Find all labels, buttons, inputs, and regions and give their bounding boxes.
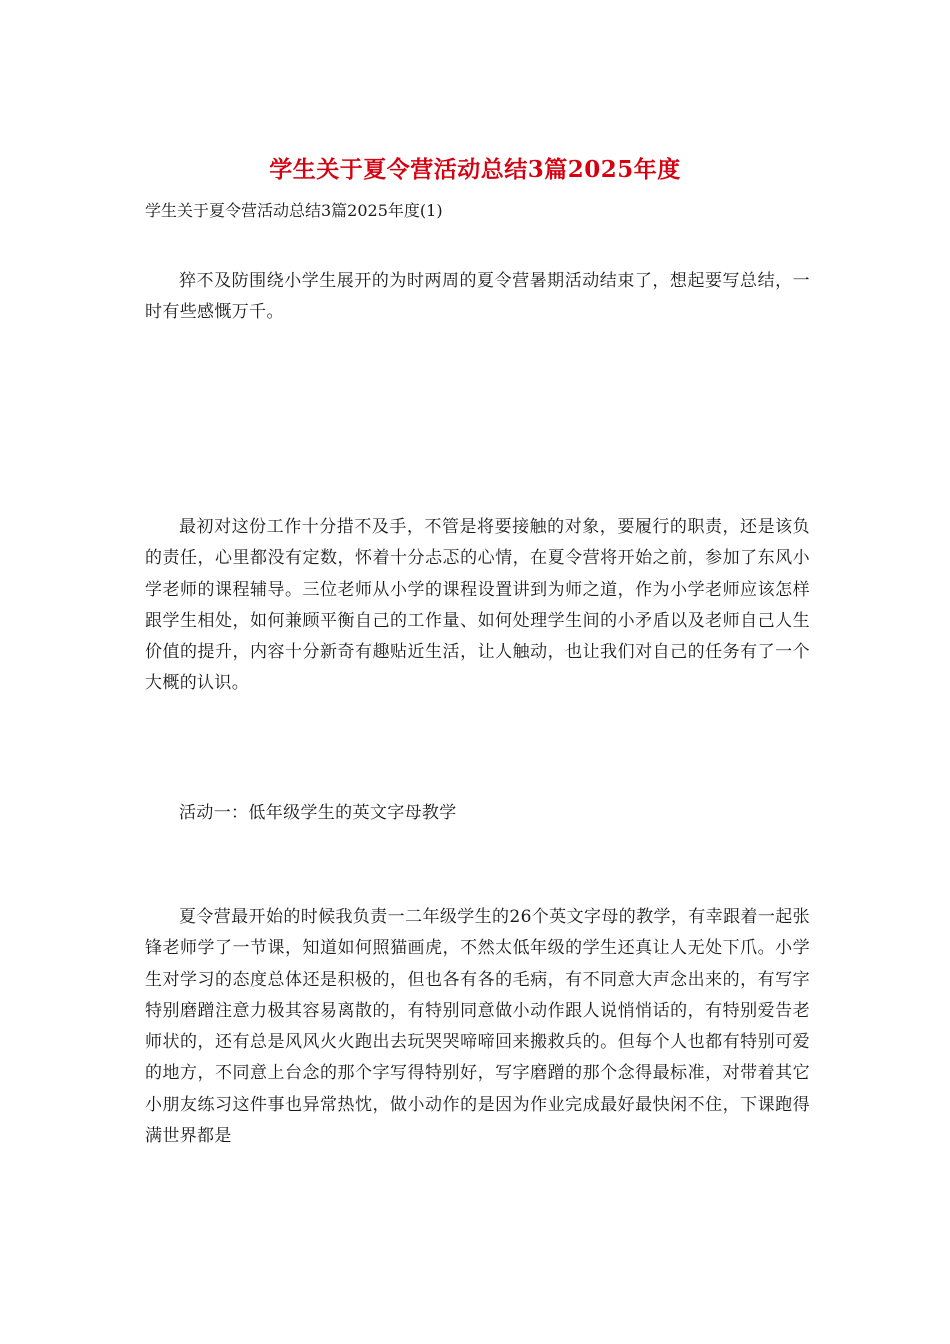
document-title: 学生关于夏令营活动总结3篇2025年度 (269, 156, 681, 183)
paragraph-activity-one: 夏令营最开始的时候我负责一二年级学生的26个英文字母的教学，有幸跟着一起张锋老师学了一节课，知道如何照猫画虎，不然太低年级的学生还真让人无处下爪。小学生对学习的态度总体还是积极的，但也各有各的毛病，有不同意大声念出来的，有写字特别磨蹭注意力极其容易离散的，有特别同意做小动作跟人说悄悄话的，有特别爱告老师状的，还有总是风风火火跑出去玩哭哭啼啼回来搬救兵的。但每个人也都有特别可爱的地方，不同意上台念的那个字写得特别好，写字磨蹭的那个念得最标准，对带着其它小朋友练习这件事也异常热忱，做小动作的是因为作业完成最好最快闲不住，下课跑得满世界都是 (145, 907, 810, 1147)
document-subtitle: 学生关于夏令营活动总结3篇2025年度(1) (145, 201, 443, 220)
section-heading-activity-one: 活动一：低年级学生的英文字母教学 (179, 803, 457, 823)
paragraph-preparation: 最初对这份工作十分措不及手，不管是将要接触的对象，要履行的职责，还是该负的责任，心里都没有定数，怀着十分忐忑的心情，在夏令营将开始之前，参加了东风小学老师的课程辅导。三位老师从小学的课程设置讲到为师之道，作为小学老师应该怎样跟学生相处，如何兼顾平衡自己的工作量、如何处理学生间的小矛盾以及老师自己人生价值的提升，内容十分新奇有趣贴近生活，让人触动，也让我们对自己的任务有了一个大概的认识。 (145, 517, 810, 694)
paragraph-intro: 猝不及防围绕小学生展开的为时两周的夏令营暑期活动结束了，想起要写总结，一时有些感慨万千。 (145, 271, 810, 323)
